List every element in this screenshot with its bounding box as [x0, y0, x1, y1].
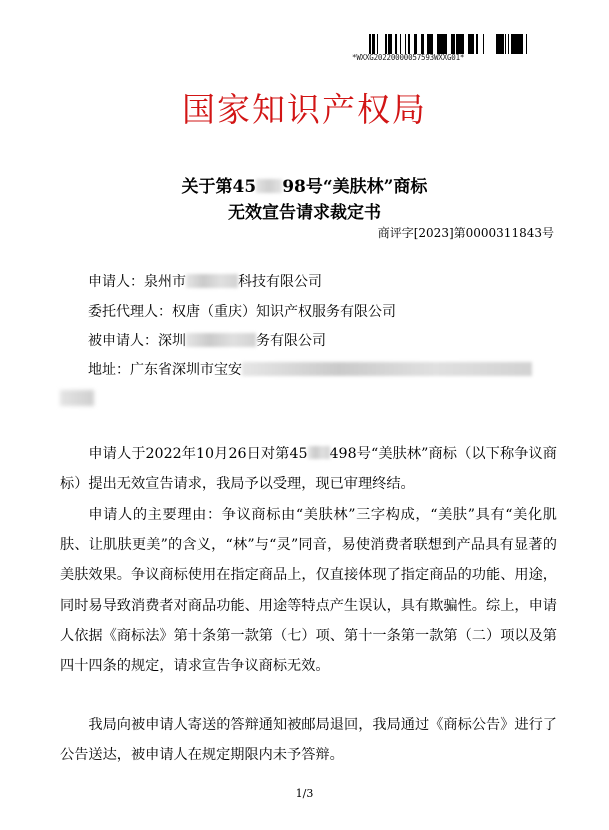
applicant-line: 申请人：泉州市 科技有限公司 [88, 274, 322, 290]
respondent-line: 被申请人：深圳 务有限公司 [88, 333, 326, 349]
barcode [369, 34, 527, 54]
document-number: 商评字[2023]第0000311843号 [377, 226, 554, 240]
document-title-line1: 关于第45 98号“美肤林”商标 [181, 177, 428, 197]
paragraph-request: 申请人于2022年10月26日对第45 498号“美肤林”商标（以下称争议商标）提出无效宣告请求，我局予以受理，现已审理终结。 [60, 446, 557, 493]
redacted-text [186, 333, 256, 347]
agency-name: 国家知识产权局 [182, 90, 427, 129]
redacted-number [256, 179, 282, 193]
document-title-line2: 无效宣告请求裁定书 [228, 203, 381, 223]
redacted-address [242, 362, 532, 376]
paragraph-notice: 我局向被申请人寄送的答辩通知被邮局退回，我局通过《商标公告》进行了公告送达，被申请人在规定期限内未予答辩。 [60, 717, 557, 764]
redacted-address-continued [60, 390, 94, 406]
barcode-number: *WXXG20220000057593WXXG01* [352, 53, 465, 62]
paragraph-applicant-reasons: 申请人的主要理由：争议商标由“美肤林”三字构成，“美肤”具有“美化肌肤、让肌肤更美”的含义，“林”与“灵”同音，易使消费者联想到产品具有显著的美肤效果。争议商标使用在指定商品上，仅直接体现了指定商品的功能、用途，同时易导致消费者对商品功能、用途等特点产生误认，具有欺骗性。综上，申请人依据《商标法》第十条第一款第（七）项、第十一条第一款第（二）项以及第四十四条的规定，请求宣告争议商标无效。 [60, 507, 557, 675]
agent-line: 委托代理人：权唐（重庆）知识产权服务有限公司 [88, 304, 396, 320]
page-number: 1/3 [295, 787, 314, 800]
redacted-text [186, 274, 238, 288]
redacted-number [308, 446, 330, 459]
address-line: 地址：广东省深圳市宝安 [88, 359, 532, 379]
